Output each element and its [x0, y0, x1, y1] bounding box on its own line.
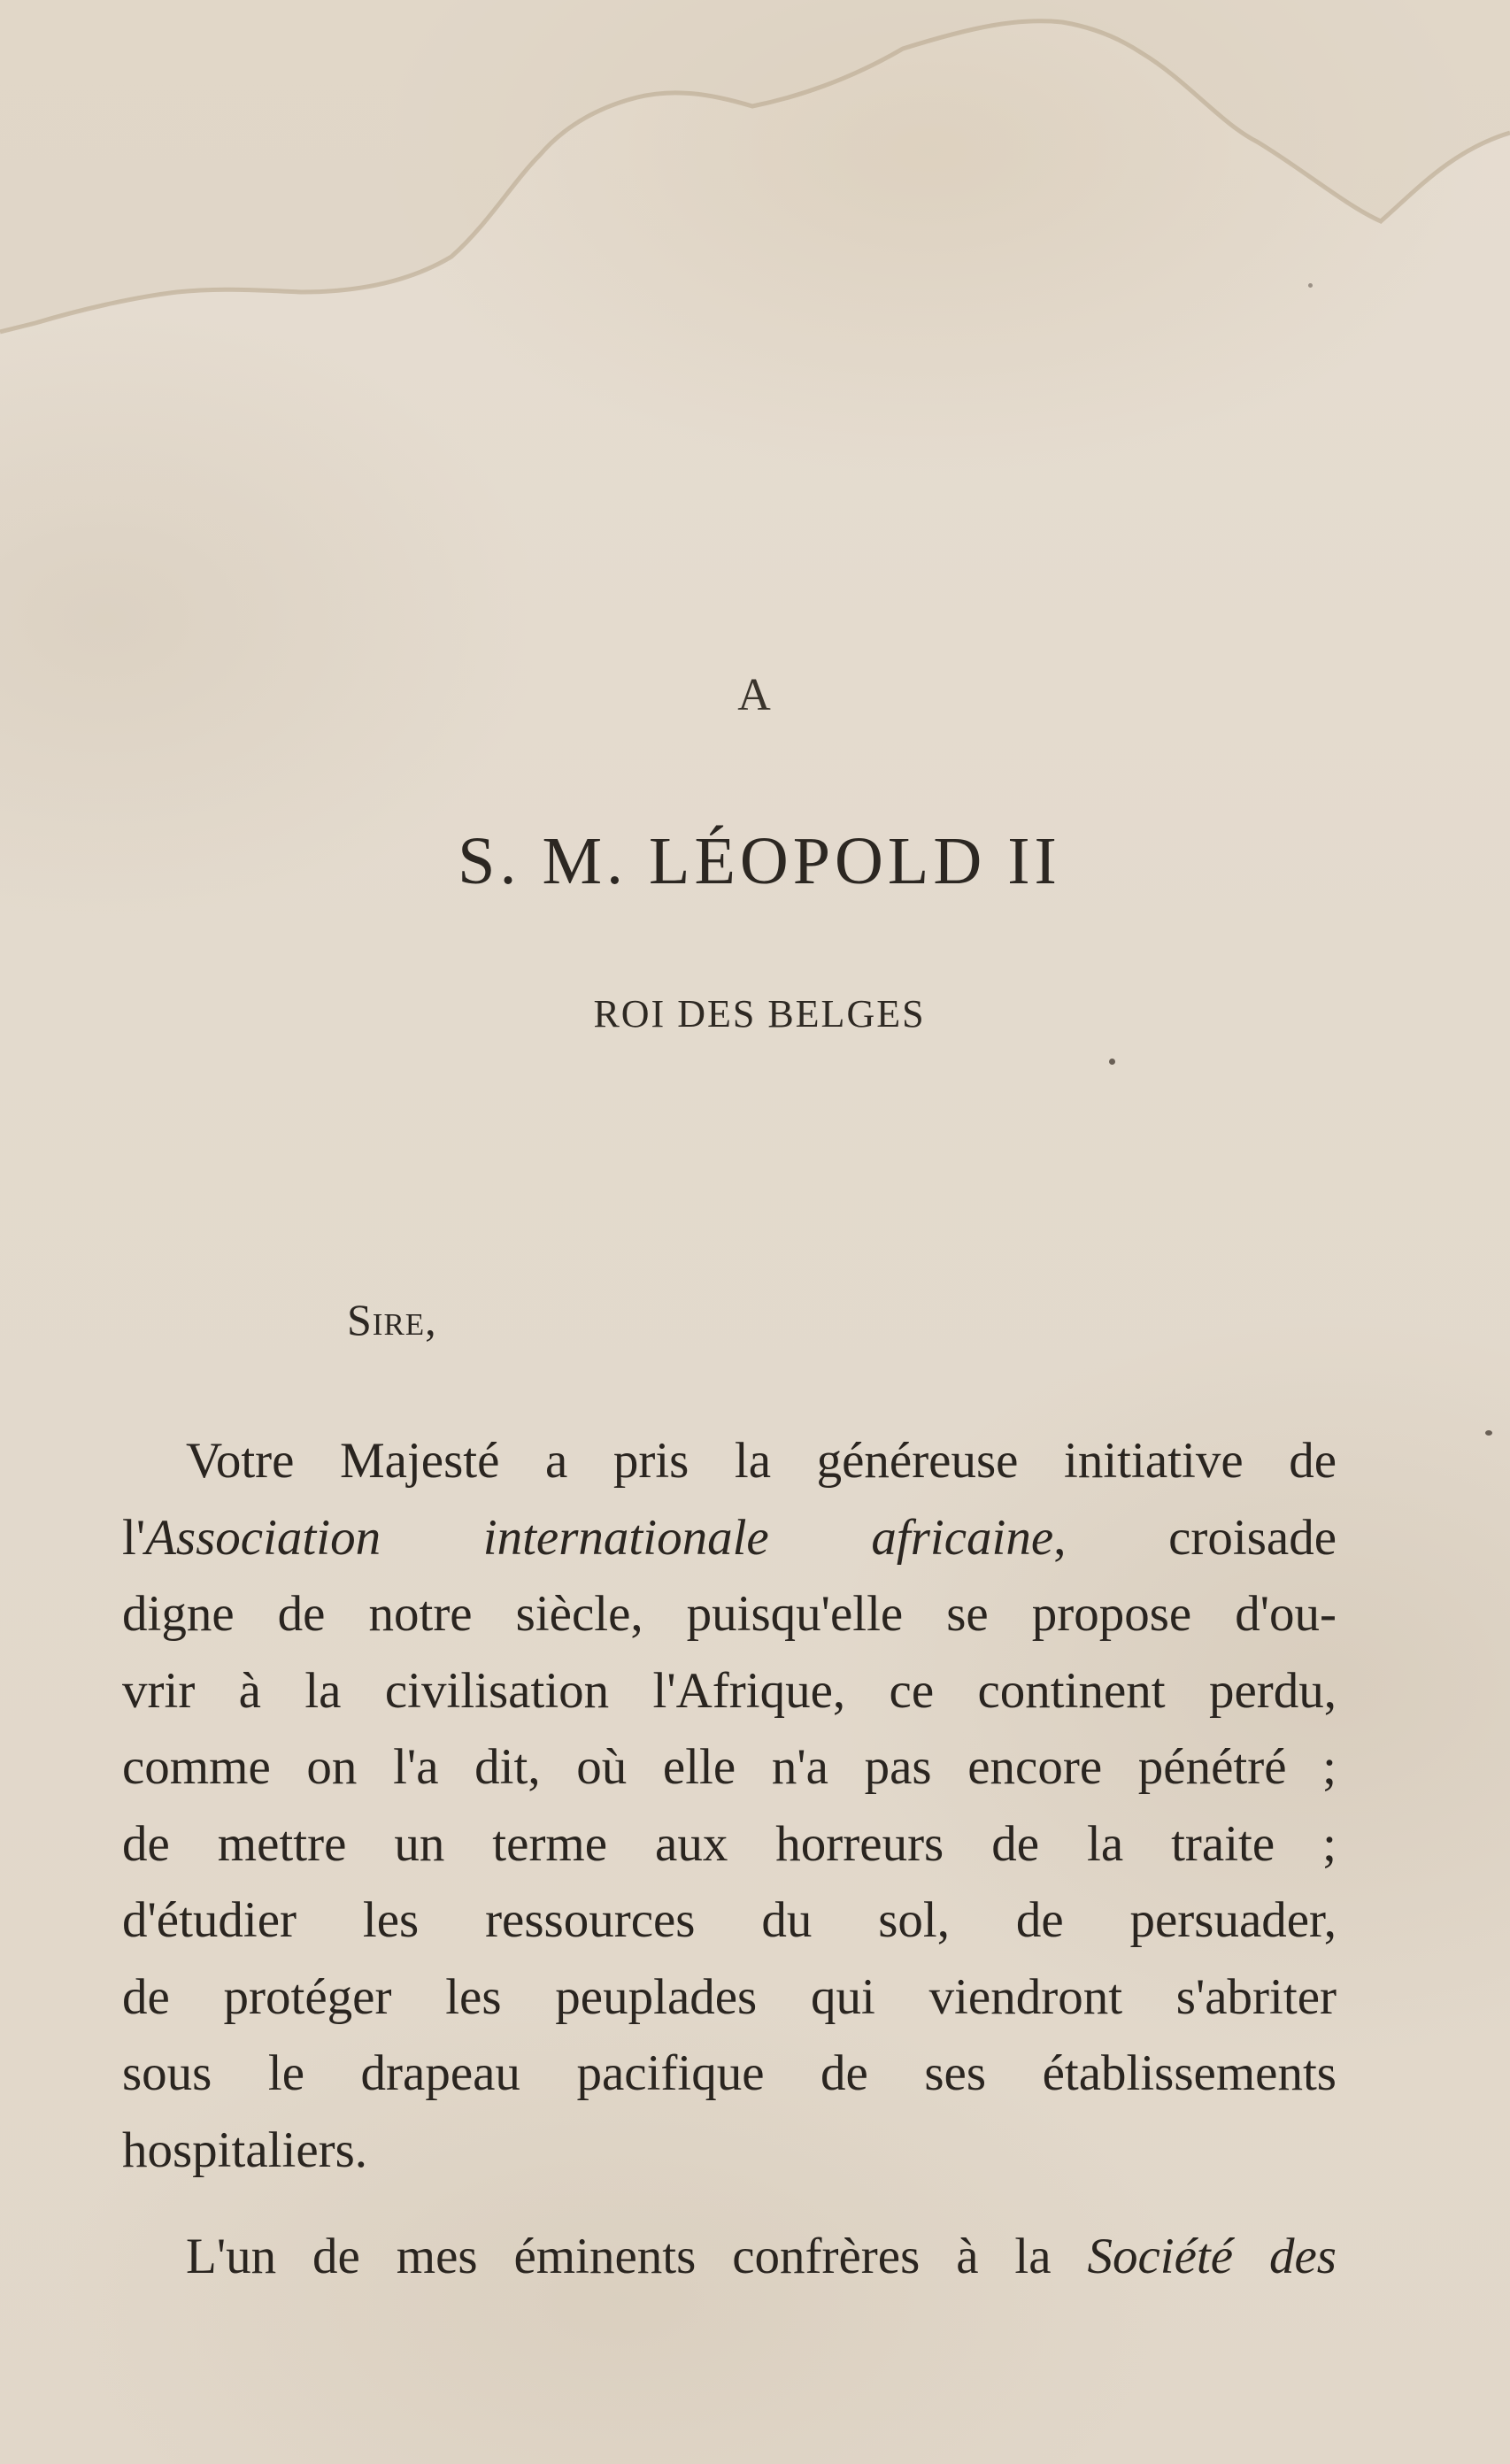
dedication-subtitle: ROI DES BELGES [593, 992, 926, 1036]
paper-speck [1109, 1059, 1115, 1065]
paragraph-1-line: Votre Majesté a pris la généreuse initiative de [186, 1433, 1337, 1489]
dedication-prefix: A [737, 670, 773, 720]
association-title: Association internationale africaine [145, 1509, 1054, 1566]
paragraph-1-line: hospitaliers. [122, 2121, 368, 2178]
paragraph-1-line: de protéger les peuplades qui viendront s'abriter [122, 1968, 1337, 2025]
paragraph-1-line: sous le drapeau pacifique de ses établissements [122, 2045, 1337, 2101]
paper-speck [1308, 283, 1313, 288]
society-title: Société des [1087, 2229, 1337, 2284]
letter-body [122, 1423, 1337, 2296]
paragraph-1-line: digne de notre siècle, puisqu'elle se propose d'ou- [122, 1586, 1337, 1642]
paragraph-2-line [122, 2219, 1337, 2296]
paragraph-1-line: d'étudier les ressources du sol, de persuader, [122, 1892, 1337, 1948]
line-text: L'un de mes éminents confrères à la [186, 2229, 1088, 2284]
line-text: l' [122, 1509, 146, 1566]
paragraph-1-line: comme on l'a dit, où elle n'a pas encore pénétré ; [122, 1739, 1337, 1795]
paragraph-1-line: vrir à la civilisation l'Afrique, ce continent perdu, [122, 1662, 1337, 1719]
dedication-name: S. M. LÉOPOLD II [458, 824, 1061, 898]
paragraph-1 [122, 1423, 1337, 2189]
paragraph-1-line: de mettre un terme aux horreurs de la traite ; [122, 1815, 1337, 1872]
paragraph-1-line [122, 1500, 1337, 1577]
salutation: Sire, [347, 1295, 437, 1344]
line-text: , croisade [1053, 1509, 1337, 1566]
paragraph-2 [122, 2219, 1337, 2296]
water-stain [0, 0, 1510, 407]
paper-speck [1485, 1430, 1492, 1436]
